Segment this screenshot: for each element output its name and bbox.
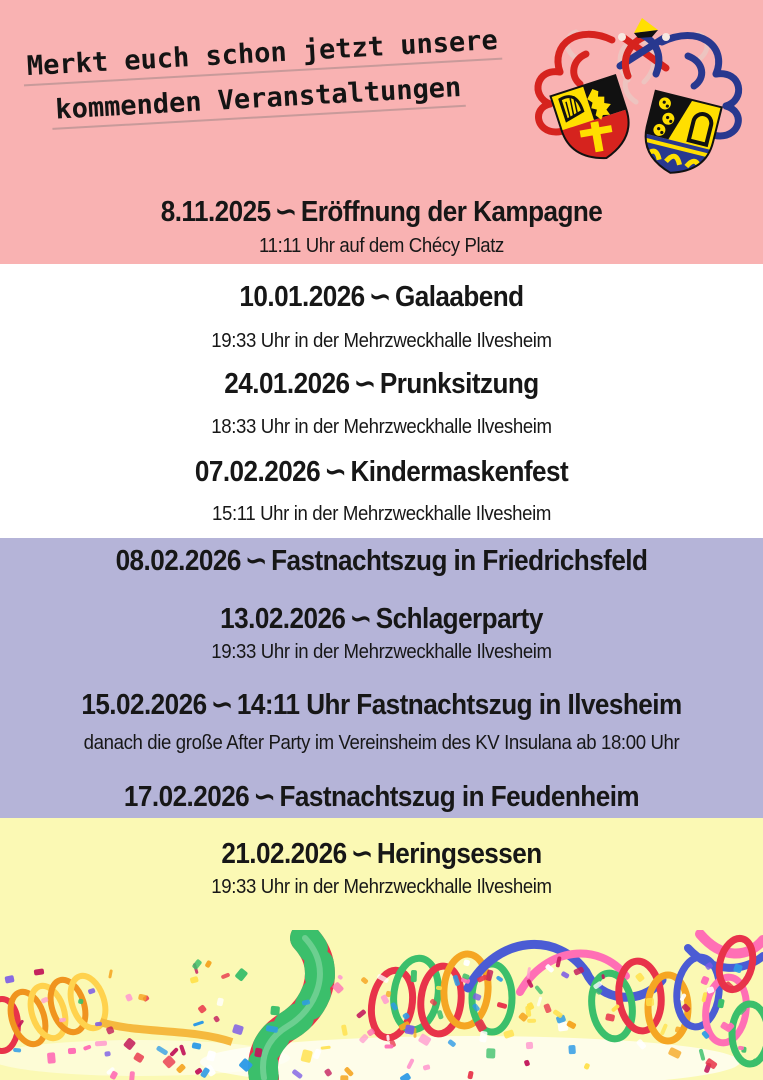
tilde-separator-icon: ∽: [275, 196, 297, 228]
event-name: 14:11 Uhr Fastnachtszug in Ilvesheim: [236, 689, 682, 721]
event-detail-row: 19:33 Uhr in der Mehrzweckhalle Ilvesheim: [211, 641, 552, 663]
tilde-separator-icon: ∽: [253, 781, 276, 813]
tilde-separator-icon: ∽: [351, 838, 373, 870]
event-detail-row: 19:33 Uhr in der Mehrzweckhalle Ilvesheim: [211, 330, 552, 352]
tilde-separator-icon: ∽: [324, 456, 346, 488]
tilde-separator-icon: ∽: [354, 368, 376, 400]
event-title-row: [38, 197, 725, 227]
headline-line-1: Merkt euch schon jetzt unsere: [22, 27, 503, 87]
event-date: 24.01.2026: [224, 368, 350, 400]
event-name: Eröffnung der Kampagne: [300, 196, 603, 228]
event-title-row: [38, 604, 725, 634]
event-title-row: [38, 839, 725, 869]
event-date: 15.02.2026: [81, 689, 207, 721]
event-name: Fastnachtszug in Feudenheim: [279, 781, 640, 813]
event-date: 10.01.2026: [239, 281, 365, 313]
event-date: 8.11.2025: [160, 196, 271, 228]
event-detail-row: 19:33 Uhr in der Mehrzweckhalle Ilvesheim: [211, 876, 552, 898]
tilde-separator-icon: ∽: [245, 545, 267, 577]
event-name: Schlagerparty: [375, 603, 543, 635]
event-detail-row: danach die große After Party im Vereinsheim des KV Insulana ab 18:00 Uhr: [83, 732, 680, 754]
headline-line-2: kommenden Veranstaltungen: [51, 74, 467, 130]
event-date: 21.02.2026: [221, 838, 347, 870]
event-detail-row: 18:33 Uhr in der Mehrzweckhalle Ilvesheim: [211, 416, 552, 438]
event-name: Kindermaskenfest: [350, 456, 569, 488]
event-date: 07.02.2026: [194, 456, 321, 488]
event-title-row: [38, 457, 725, 487]
event-date: 17.02.2026: [123, 781, 250, 813]
event-name: Fastnachtszug in Friedrichsfeld: [271, 545, 648, 577]
confetti-streamers-photo: [0, 930, 763, 1080]
club-crest-icon: [516, 10, 756, 185]
tilde-separator-icon: ∽: [211, 689, 233, 721]
event-name: Prunksitzung: [379, 368, 539, 400]
event-detail-row: 15:11 Uhr in der Mehrzweckhalle Ilvesheim: [211, 503, 551, 525]
tilde-separator-icon: ∽: [349, 603, 372, 635]
tilde-separator-icon: ∽: [369, 281, 391, 313]
event-title-row: [38, 782, 725, 812]
right-shield: [636, 91, 721, 185]
event-date: 13.02.2026: [220, 603, 346, 635]
event-title-row: [38, 690, 725, 720]
event-title-row: [38, 546, 725, 576]
event-date: 08.02.2026: [115, 545, 241, 577]
event-name: Galaabend: [394, 281, 524, 313]
event-detail-row: 11:11 Uhr auf dem Chécy Platz: [259, 235, 504, 257]
section-band-purple: [0, 538, 763, 818]
event-title-row: [38, 282, 725, 312]
event-name: Heringsessen: [376, 838, 542, 870]
event-title-row: [38, 369, 725, 399]
